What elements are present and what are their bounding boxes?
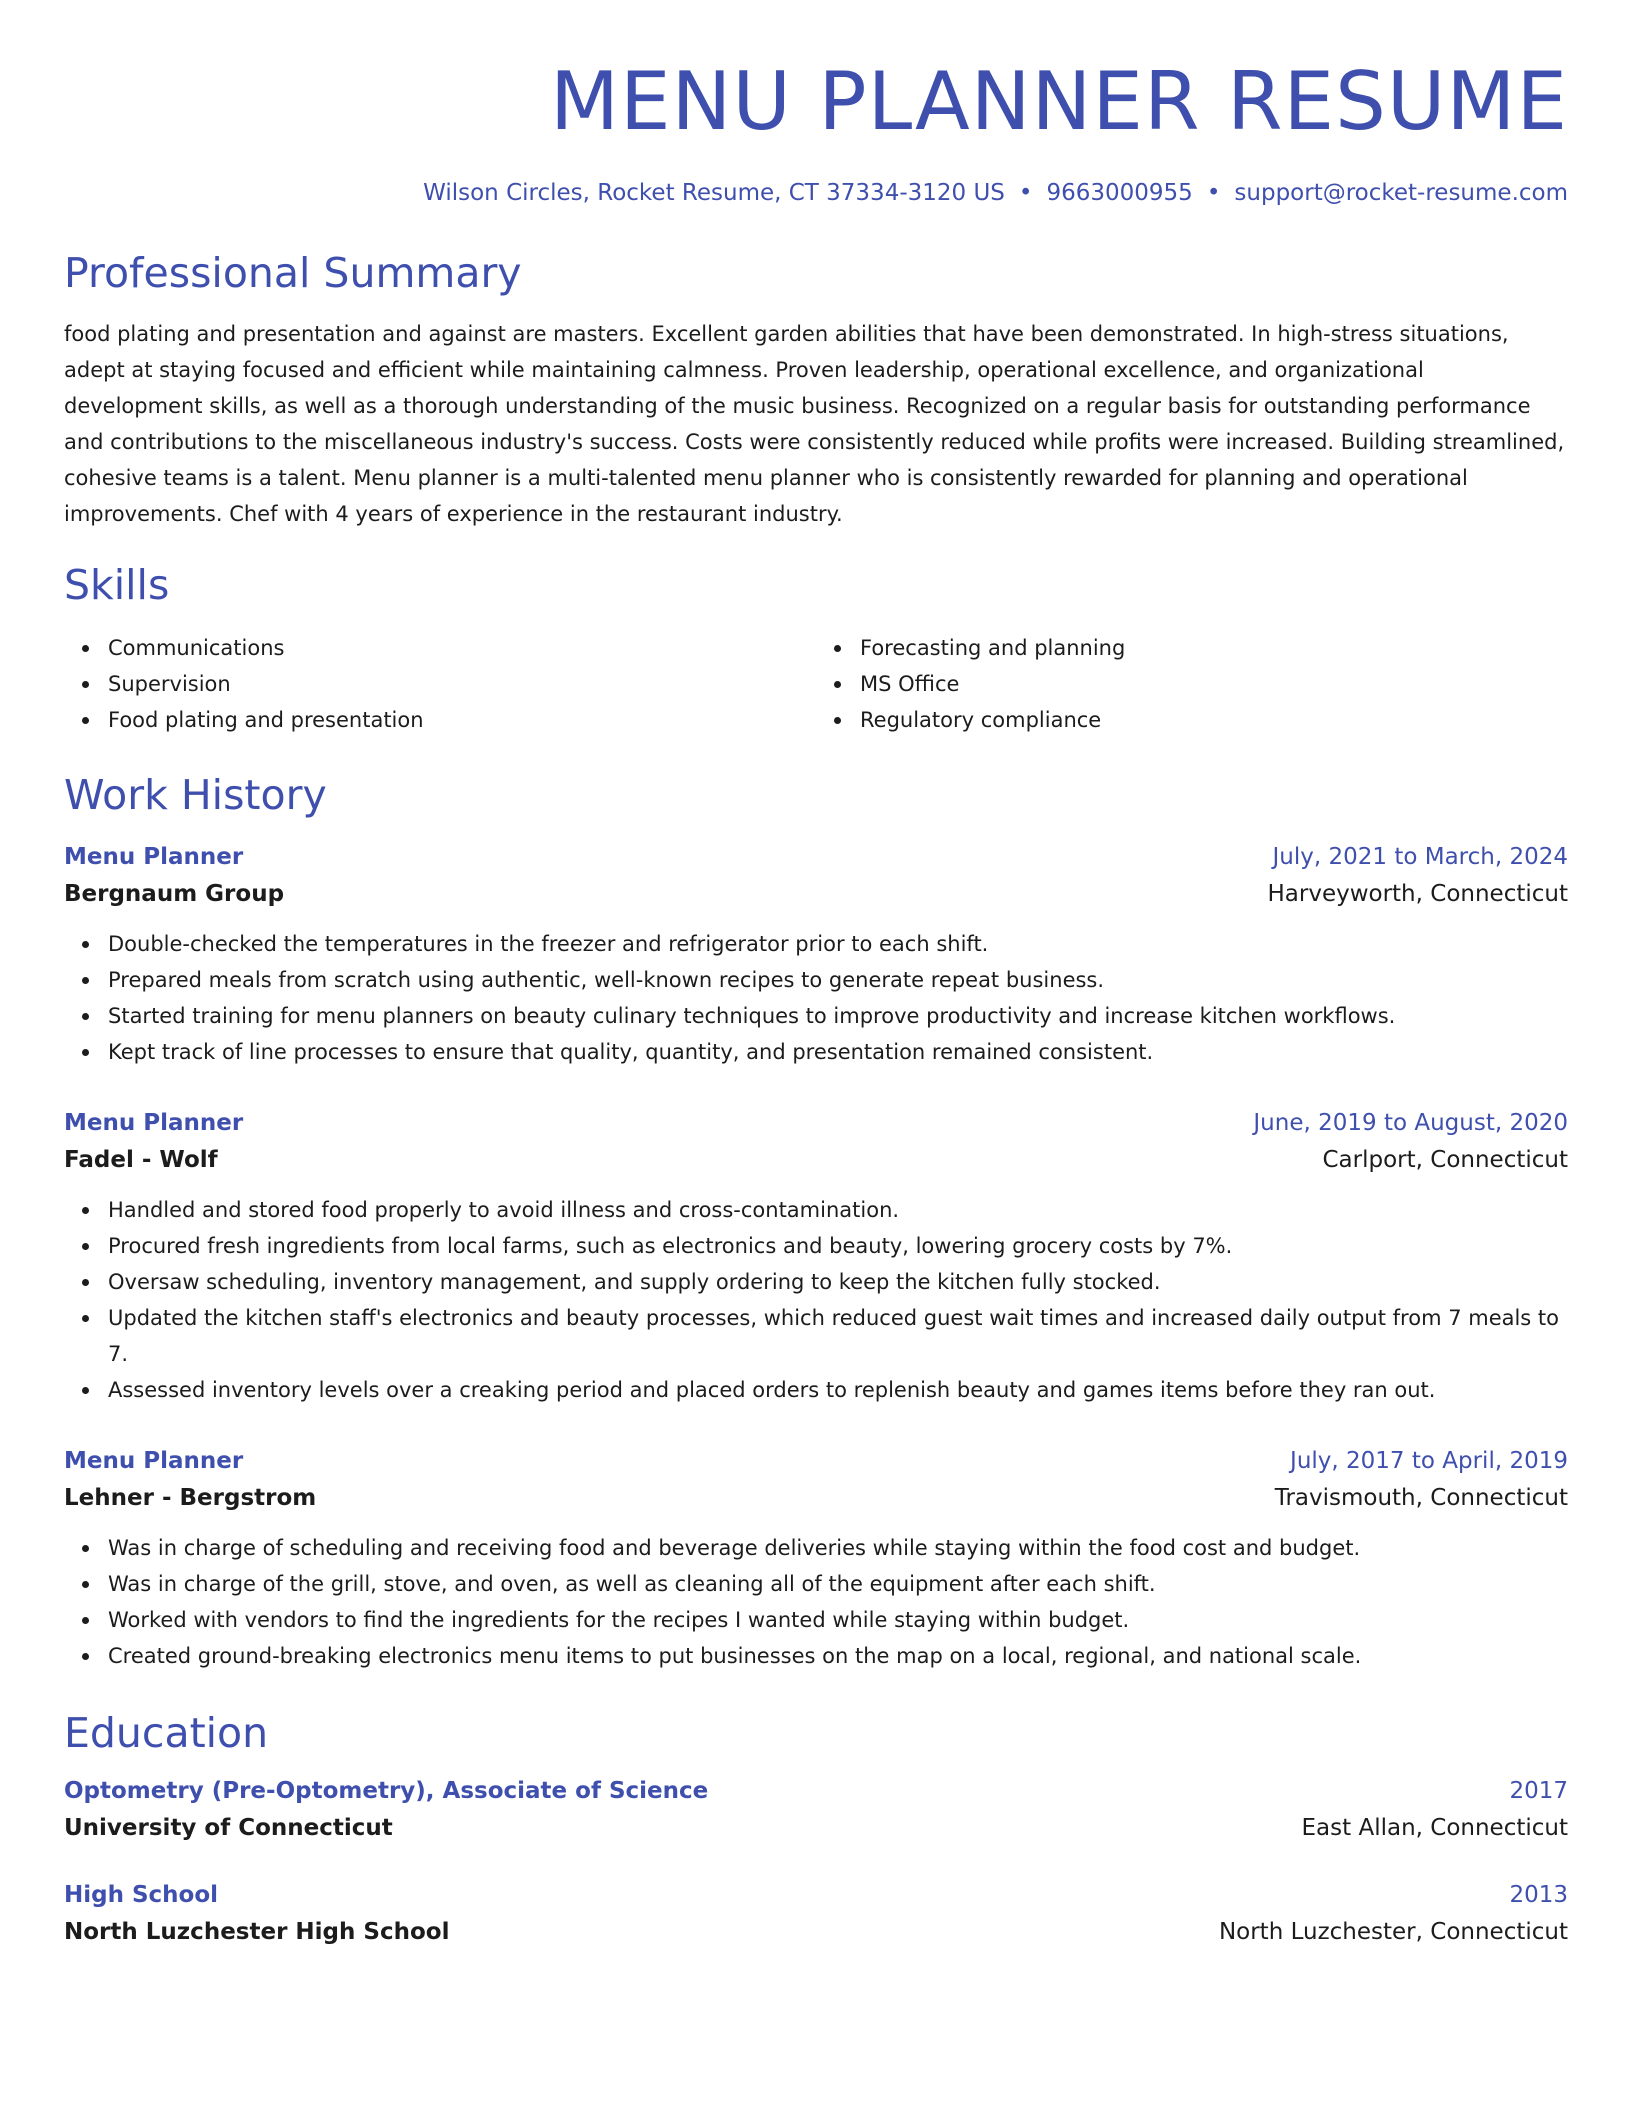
contact-separator: •	[1206, 180, 1221, 206]
skill-item: Forecasting and planning	[860, 630, 1568, 666]
skill-item: Food plating and presentation	[108, 702, 816, 738]
job-header-row	[64, 1106, 1568, 1140]
job-entry	[64, 840, 1568, 1070]
job-company: Bergnaum Group	[64, 881, 285, 907]
contact-line	[64, 178, 1568, 208]
contact-phone: 9663000955	[1046, 180, 1193, 206]
job-bullet: Was in charge of scheduling and receiving food and beverage deliveries while staying within the food cost and budget.	[108, 1530, 1568, 1566]
job-bullet: Created ground-breaking electronics menu items to put businesses on the map on a local, regional, and national scale.	[108, 1638, 1568, 1674]
job-entry	[64, 1444, 1568, 1674]
education-location: East Allan, Connecticut	[1301, 1815, 1568, 1841]
contact-email: support@rocket-resume.com	[1234, 180, 1568, 206]
job-dates: July, 2021 to March, 2024	[1272, 844, 1568, 870]
education-school-row	[64, 1912, 1568, 1952]
education-school: University of Connecticut	[64, 1815, 393, 1841]
skill-item: Supervision	[108, 666, 816, 702]
job-location: Harveyworth, Connecticut	[1267, 881, 1568, 907]
job-bullets	[64, 1192, 1568, 1408]
education-header-row	[64, 1774, 1568, 1808]
education-entry	[64, 1878, 1568, 1952]
education-location: North Luzchester, Connecticut	[1218, 1919, 1568, 1945]
job-location: Carlport, Connecticut	[1322, 1147, 1568, 1173]
job-role: Menu Planner	[64, 1448, 244, 1474]
job-bullet: Worked with vendors to find the ingredients for the recipes I wanted while staying within budget.	[108, 1602, 1568, 1638]
skill-item: Regulatory compliance	[860, 702, 1568, 738]
job-bullet: Was in charge of the grill, stove, and oven, as well as cleaning all of the equipment after each shift.	[108, 1566, 1568, 1602]
education-degree: Optometry (Pre-Optometry), Associate of Science	[64, 1778, 709, 1804]
job-bullet: Oversaw scheduling, inventory management, and supply ordering to keep the kitchen fully stocked.	[108, 1264, 1568, 1300]
job-company-row	[64, 1478, 1568, 1518]
skill-item: Communications	[108, 630, 816, 666]
job-bullet: Started training for menu planners on beauty culinary techniques to improve productivity and increase kitchen workflows.	[108, 998, 1568, 1034]
education-school-row	[64, 1808, 1568, 1848]
job-bullets	[64, 1530, 1568, 1674]
skills-heading: Skills	[64, 561, 170, 609]
job-bullet: Double-checked the temperatures in the freezer and refrigerator prior to each shift.	[108, 926, 1568, 962]
skills-column-right	[816, 630, 1568, 738]
summary-heading: Professional Summary	[64, 249, 522, 297]
job-role: Menu Planner	[64, 1110, 244, 1136]
job-company: Lehner - Bergstrom	[64, 1485, 317, 1511]
skills-column-left	[64, 630, 816, 738]
job-bullet: Procured fresh ingredients from local farms, such as electronics and beauty, lowering grocery costs by 7%.	[108, 1228, 1568, 1264]
job-dates: July, 2017 to April, 2019	[1290, 1448, 1568, 1474]
job-bullet: Prepared meals from scratch using authentic, well-known recipes to generate repeat business.	[108, 962, 1568, 998]
job-header-row	[64, 1444, 1568, 1478]
job-bullet: Handled and stored food properly to avoid illness and cross-contamination.	[108, 1192, 1568, 1228]
work-history-heading: Work History	[64, 771, 327, 819]
skills-list	[64, 630, 1568, 738]
education-heading: Education	[64, 1709, 269, 1757]
job-company-row	[64, 1140, 1568, 1180]
job-bullet: Assessed inventory levels over a creaking period and placed orders to replenish beauty and games items before they ran out.	[108, 1372, 1568, 1408]
education-year: 2017	[1509, 1778, 1568, 1804]
job-location: Travismouth, Connecticut	[1274, 1485, 1568, 1511]
job-company: Fadel - Wolf	[64, 1147, 218, 1173]
job-bullet: Kept track of line processes to ensure that quality, quantity, and presentation remained consistent.	[108, 1034, 1568, 1070]
job-role: Menu Planner	[64, 844, 244, 870]
summary-text: food plating and presentation and against are masters. Excellent garden abilities that have been demonstrated. In high-stress situations, adept at staying focused and efficient while maintaining calmness. Proven leadership, operational excellence, and organizational development skills, as well as a thorough understanding of the music business. Recognized on a regular basis for outstanding performance and contributions to the miscellaneous industry's success. Costs were consistently reduced while profits were increased. Building streamlined, cohesive teams is a talent. Menu planner is a multi-talented menu planner who is consistently rewarded for planning and operational improvements. Chef with 4 years of experience in the restaurant industry.	[64, 322, 1565, 526]
job-bullets	[64, 926, 1568, 1070]
job-company-row	[64, 874, 1568, 914]
education-degree: High School	[64, 1882, 219, 1908]
resume-title: MENU PLANNER RESUME	[549, 55, 1568, 148]
job-bullet: Updated the kitchen staff's electronics and beauty processes, which reduced guest wait times and increased daily output from 7 meals to 7.	[108, 1300, 1568, 1372]
contact-address: Wilson Circles, Rocket Resume, CT 37334-3120 US	[423, 180, 1005, 206]
education-header-row	[64, 1878, 1568, 1912]
skill-item: MS Office	[860, 666, 1568, 702]
contact-separator: •	[1018, 180, 1033, 206]
education-school: North Luzchester High School	[64, 1919, 450, 1945]
education-year: 2013	[1509, 1882, 1568, 1908]
job-entry	[64, 1106, 1568, 1408]
job-header-row	[64, 840, 1568, 874]
job-dates: June, 2019 to August, 2020	[1253, 1110, 1568, 1136]
education-entry	[64, 1774, 1568, 1848]
